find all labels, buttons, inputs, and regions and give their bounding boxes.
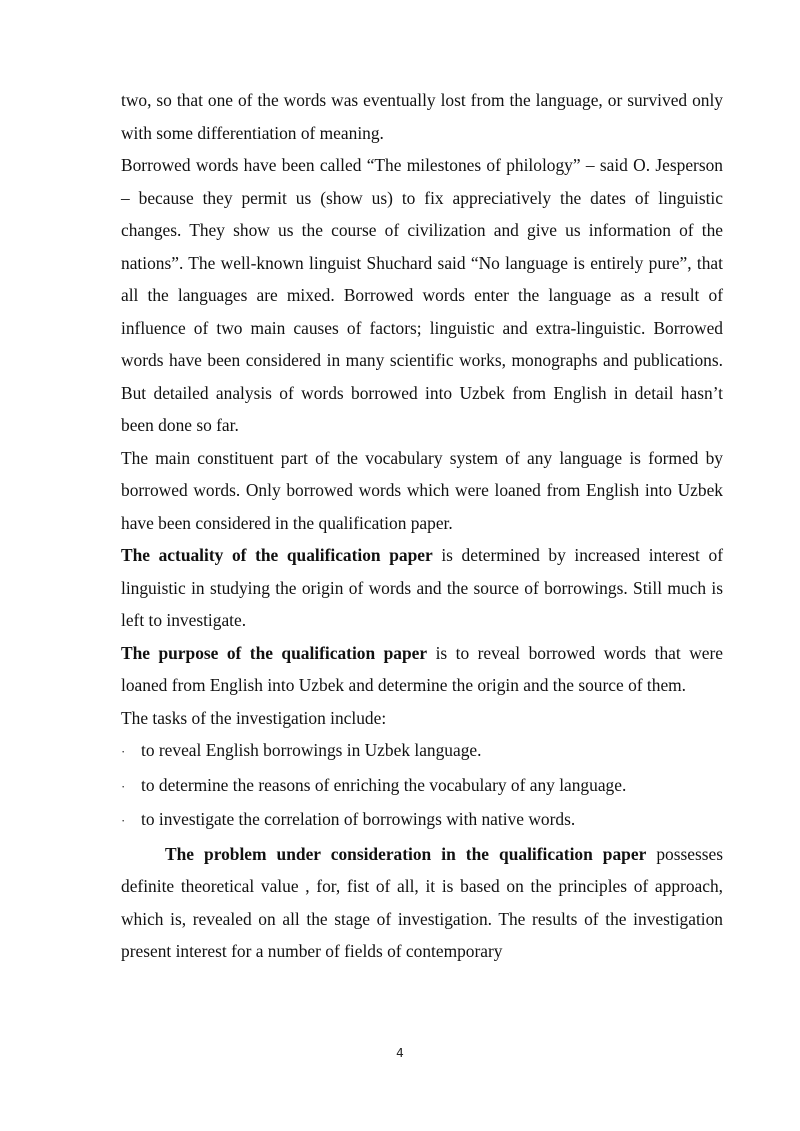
problem-text: possesses definite theoretical value , for, fist of all, it is based on the principles of approach, which is, revealed on all the stage of investigation. The results of the investigation present interest for a number of fields of contemporary [121,843,724,961]
problem-heading: The problem under consideration in the qualification paper [165,843,647,864]
list-item [121,734,723,769]
body-text [121,84,723,968]
paragraph-vocabulary: The main constituent part of the vocabulary system of any language is formed by borrowed words. Only borrowed words which were loaned from English into Uzbek have been considered in the qualification paper. [121,447,723,533]
actuality-heading: The actuality of the qualification paper [121,545,433,565]
list-item [121,769,723,804]
bullet-icon: · [121,744,126,759]
paragraph-continuation: two, so that one of the words was eventually lost from the language, or survived only with some differentiation of meaning. [121,90,723,143]
paragraph-problem [121,838,723,968]
paragraph-tasks-intro: The tasks of the investigation include: [121,707,387,728]
list-item [121,803,723,838]
bullet-icon: · [121,813,126,828]
paragraph-actuality [121,539,723,637]
paragraph-milestones: Borrowed words have been called “The milestones of philology” – said O. Jesperson – because they permit us (show us) to fix appreciatively the dates of linguistic changes. They show us the course of civilization and give us information of the nations”. The well-known linguist Shuchard said “No language is entirely pure”, that all the languages are mixed. Borrowed words enter the language as a result of influence of two main causes of factors; linguistic and extra-linguistic. Borrowed words have been considered in many scientific works, monographs and publications. But detailed analysis of words borrowed into Uzbek from English in detail hasn’t been done so far. [121,155,723,435]
task-text: to investigate the correlation of borrowings with native words. [141,809,576,829]
paragraph-purpose [121,637,723,702]
purpose-text: is to reveal borrowed words that were loaned from English into Uzbek and determine the origin and the source of them. [121,642,723,695]
page-number: 4 [396,1046,404,1060]
bullet-icon: · [121,778,126,794]
task-text: to determine the reasons of enriching the vocabulary of any language. [141,774,627,795]
purpose-heading: The purpose of the qualification paper [121,642,428,663]
task-text: to reveal English borrowings in Uzbek language. [141,740,482,760]
actuality-text: is determined by increased interest of linguistic in studying the origin of words and the source of borrowings. Still much is left to investigate. [121,545,723,630]
